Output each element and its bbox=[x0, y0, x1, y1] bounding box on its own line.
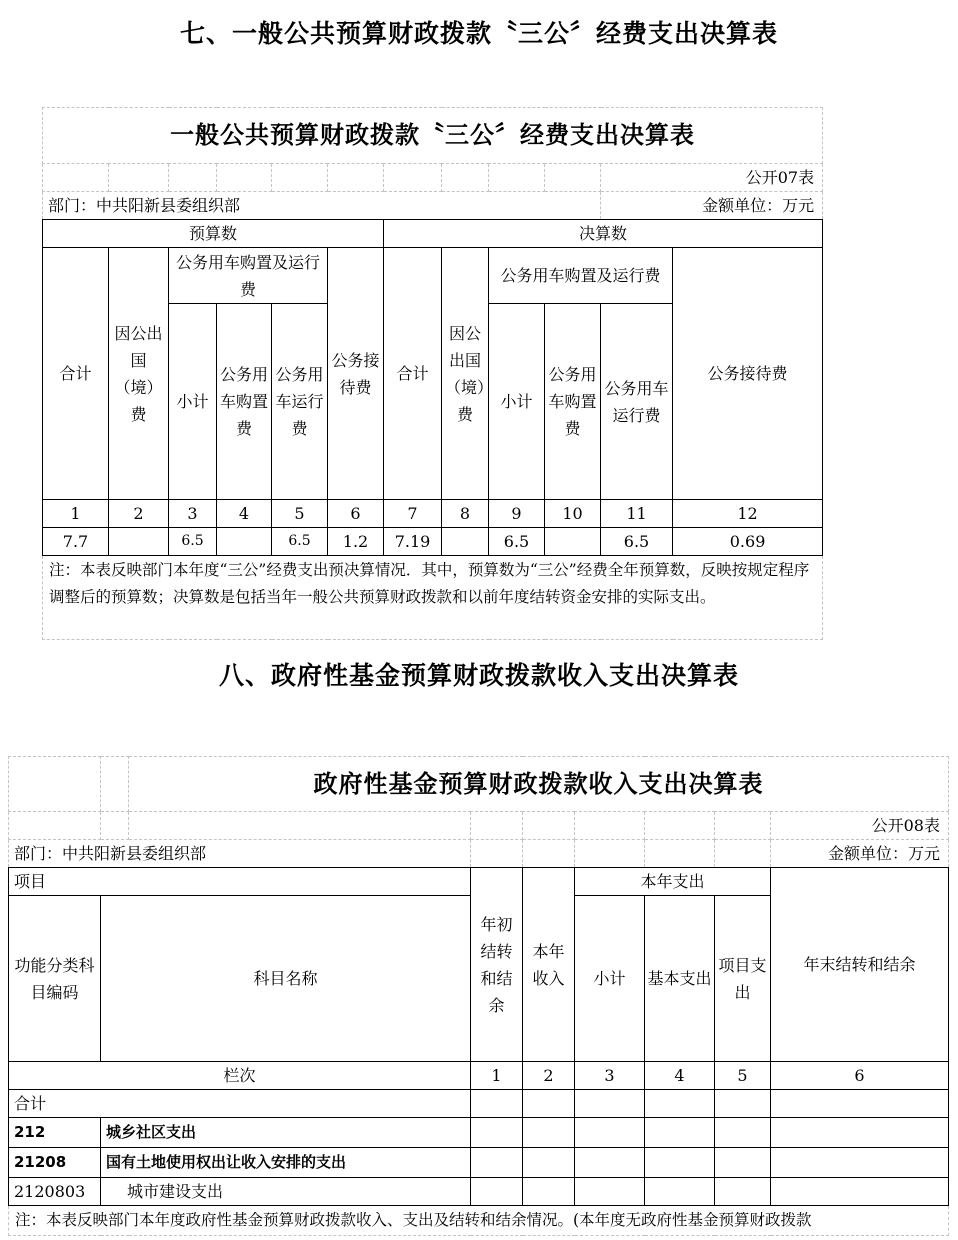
column-number: 1 bbox=[471, 1062, 523, 1090]
table-row-total: 合计 bbox=[9, 1090, 471, 1118]
header-overseas-travel: 因公出国（境）费 bbox=[109, 248, 169, 500]
column-number: 9 bbox=[489, 500, 545, 528]
value-cell: 7.19 bbox=[384, 528, 442, 556]
column-number: 5 bbox=[272, 500, 328, 528]
column-number: 1 bbox=[43, 500, 109, 528]
table-row-name: 国有土地使用权出让收入安排的支出 bbox=[101, 1148, 471, 1178]
value-cell: 6.5 bbox=[601, 528, 673, 556]
value-cell: 1.2 bbox=[328, 528, 384, 556]
header-reception-final: 公务接待费 bbox=[673, 248, 823, 500]
column-number: 10 bbox=[545, 500, 601, 528]
department-label: 部门：中共阳新县委组织部 bbox=[43, 192, 601, 220]
column-number: 3 bbox=[575, 1062, 645, 1090]
column-number: 3 bbox=[169, 500, 217, 528]
value-cell bbox=[442, 528, 489, 556]
value-cell bbox=[109, 528, 169, 556]
section7-heading: 七、一般公共预算财政拨款〝三公〞经费支出决算表 bbox=[179, 19, 778, 48]
header-reception: 公务接待费 bbox=[328, 248, 384, 500]
header-car-purchase: 公务用车购置费 bbox=[217, 304, 272, 500]
column-number: 6 bbox=[771, 1062, 949, 1090]
header-car-running: 公务用车运行费 bbox=[272, 304, 328, 500]
table-note: 注：本表反映部门本年度“三公”经费支出预决算情况．其中，预算数为“三公”经费全年预算数，反映按规定程序调整后的预算数；决算数是包括当年一般公共预算财政拨款和以前年度结转资金安排的实际支出。 bbox=[43, 556, 823, 640]
column-number: 7 bbox=[384, 500, 442, 528]
header-subtotal: 小计 bbox=[575, 896, 645, 1062]
budget-group-header: 预算数 bbox=[43, 220, 384, 248]
table-row-code: 2120803 bbox=[9, 1178, 101, 1206]
header-overseas-travel-final: 因公出国（境）费 bbox=[442, 248, 489, 500]
header-income: 本年收入 bbox=[523, 868, 575, 1062]
department-label: 部门：中共阳新县委组织部 bbox=[9, 840, 471, 868]
column-number: 12 bbox=[673, 500, 823, 528]
header-car-purchase-final: 公务用车购置费 bbox=[545, 304, 601, 500]
table-row-name: 城市建设支出 bbox=[101, 1178, 471, 1206]
table-title: 一般公共预算财政拨款〝三公〞经费支出决算表 bbox=[43, 108, 823, 164]
column-number: 4 bbox=[645, 1062, 715, 1090]
section8-heading: 八、政府性基金预算财政拨款收入支出决算表 bbox=[218, 661, 739, 690]
header-function-code: 功能分类科目编码 bbox=[9, 896, 101, 1062]
header-subject-name: 科目名称 bbox=[101, 896, 471, 1062]
header-item: 项目 bbox=[9, 868, 471, 896]
column-number: 4 bbox=[217, 500, 272, 528]
table-row-name: 城乡社区支出 bbox=[101, 1118, 471, 1148]
row-index-label: 栏次 bbox=[9, 1062, 471, 1090]
form-number: 公开08表 bbox=[771, 812, 949, 840]
table-row-code: 21208 bbox=[9, 1148, 101, 1178]
value-cell bbox=[545, 528, 601, 556]
three-public-expenses-table bbox=[42, 107, 823, 640]
column-number: 5 bbox=[715, 1062, 771, 1090]
header-subtotal: 小计 bbox=[169, 304, 217, 500]
currency-unit: 金额单位：万元 bbox=[601, 192, 823, 220]
header-car-running-final: 公务用车运行费 bbox=[601, 304, 673, 500]
header-beginning-balance: 年初结转和结余 bbox=[471, 868, 523, 1062]
column-number: 11 bbox=[601, 500, 673, 528]
header-project-expense: 项目支出 bbox=[715, 896, 771, 1062]
header-car-group-final: 公务用车购置及运行费 bbox=[489, 248, 673, 304]
value-cell: 0.69 bbox=[673, 528, 823, 556]
header-basic-expense: 基本支出 bbox=[645, 896, 715, 1062]
value-cell: 7.7 bbox=[43, 528, 109, 556]
table-title: 政府性基金预算财政拨款收入支出决算表 bbox=[129, 757, 949, 812]
value-cell: 6.5 bbox=[169, 528, 217, 556]
header-expense-group: 本年支出 bbox=[575, 868, 771, 896]
header-car-group: 公务用车购置及运行费 bbox=[169, 248, 328, 304]
value-cell: 6.5 bbox=[272, 528, 328, 556]
final-group-header: 决算数 bbox=[384, 220, 823, 248]
government-fund-table bbox=[8, 756, 949, 1236]
column-number: 2 bbox=[109, 500, 169, 528]
table-note: 注：本表反映部门本年度政府性基金预算财政拨款收入、支出及结转和结余情况。(本年度无政府性基金预算财政拨款 bbox=[9, 1206, 949, 1236]
column-number: 8 bbox=[442, 500, 489, 528]
header-subtotal-final: 小计 bbox=[489, 304, 545, 500]
header-total: 合计 bbox=[43, 248, 109, 500]
column-number: 6 bbox=[328, 500, 384, 528]
value-cell: 6.5 bbox=[489, 528, 545, 556]
form-number: 公开07表 bbox=[601, 164, 823, 192]
header-total-final: 合计 bbox=[384, 248, 442, 500]
header-ending-balance: 年末结转和结余 bbox=[771, 868, 949, 1062]
table-row-code: 212 bbox=[9, 1118, 101, 1148]
column-number: 2 bbox=[523, 1062, 575, 1090]
currency-unit: 金额单位：万元 bbox=[771, 840, 949, 868]
value-cell bbox=[217, 528, 272, 556]
